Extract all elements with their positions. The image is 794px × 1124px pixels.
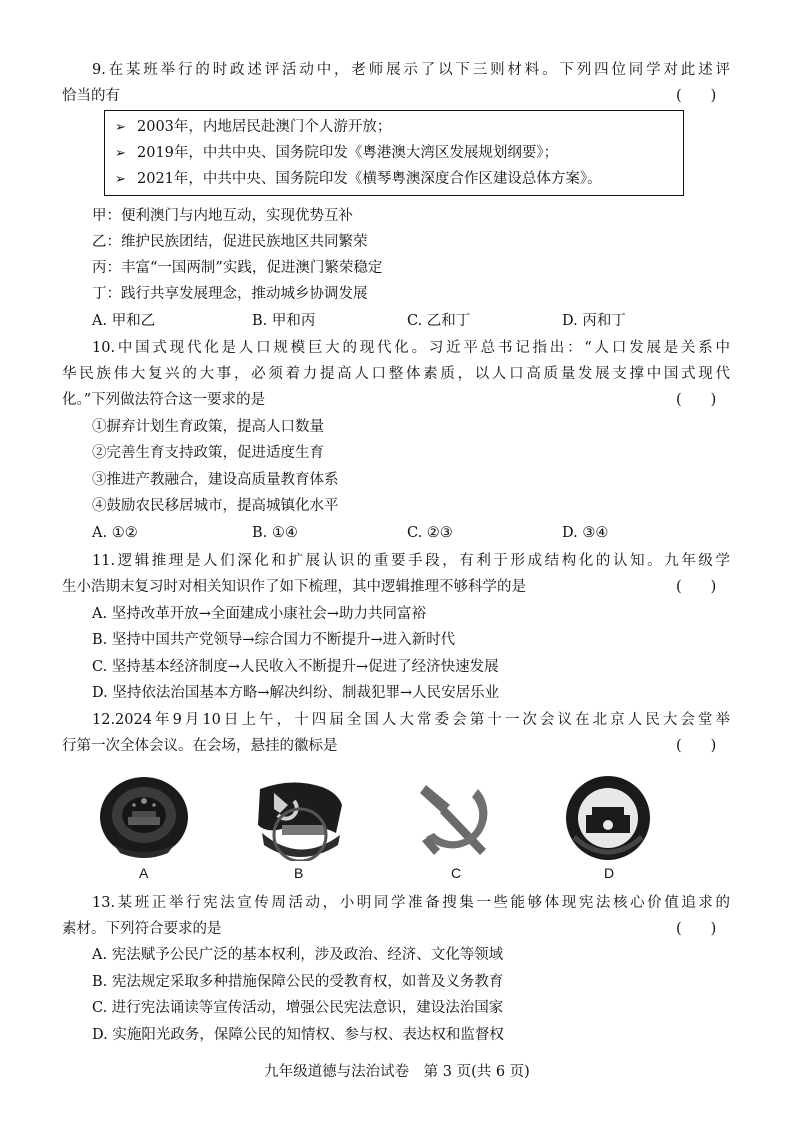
q9-stem-line2: 恰当的有 bbox=[62, 88, 120, 104]
option-c: C. 乙和丁 bbox=[407, 313, 471, 329]
q10-statement: ①摒弃计划生育政策，提高人口数量 bbox=[92, 419, 324, 435]
emblem-label-c: C bbox=[451, 865, 462, 881]
q9-statement: 丁：践行共享发展理念，推动城乡协调发展 bbox=[92, 286, 368, 302]
arrow-bullet-icon: ➢ bbox=[115, 172, 126, 187]
q11-option-b: B. 坚持中国共产党领导→综合国力不断提升→进入新时代 bbox=[92, 632, 456, 648]
party-flag-emblem-image bbox=[252, 775, 348, 861]
q13-option-c: C. 进行宪法诵读等宣传活动，增强公民宪法意识，建设法治国家 bbox=[92, 1000, 504, 1016]
q13-option-a: A. 宪法赋予公民广泛的基本权利，涉及政治、经济、文化等领域 bbox=[92, 947, 504, 963]
q9-options bbox=[92, 311, 626, 331]
q11-option-d: D. 坚持依法治国基本方略→解决纠纷、制裁犯罪→人民安居乐业 bbox=[92, 685, 500, 701]
q13-stem-line1: 13.某班正举行宪法宣传周活动，小明同学准备搜集一些能够体现宪法核心价值追求的 bbox=[92, 895, 730, 911]
q10-statement: ②完善生育支持政策，促进适度生育 bbox=[92, 445, 324, 461]
option-d: D. ③④ bbox=[562, 525, 609, 541]
option-d: D. 丙和丁 bbox=[562, 313, 626, 329]
material-item: ➢ 2003年，内地居民赴澳门个人游开放； bbox=[115, 117, 391, 138]
arrow-bullet-icon: ➢ bbox=[115, 120, 126, 135]
q10-options bbox=[92, 523, 608, 543]
q10-stem-line1: 10.中国式现代化是人口规模巨大的现代化。习近平总书记指出：“人口发展是关系中 bbox=[92, 340, 730, 356]
q10-stem-line2: 华民族伟大复兴的大事，必须着力提高人口整体素质，以人口高质量发展支撑中国式现代 bbox=[62, 366, 730, 382]
material-item: ➢ 2021年，中共中央、国务院印发《横琴粤澳深度合作区建设总体方案》。 bbox=[115, 169, 602, 190]
emblem-label-d: D bbox=[604, 865, 615, 881]
material-item: ➢ 2019年，中共中央、国务院印发《粤港澳大湾区发展规划纲要》； bbox=[115, 143, 558, 164]
q12-answer-paren: ( ) bbox=[676, 738, 717, 754]
q9-statement: 丙：丰富“一国两制”实践，促进澳门繁荣稳定 bbox=[92, 260, 383, 276]
option-b: B. 甲和丙 bbox=[252, 313, 316, 329]
q9-stem-line1: 9.在某班举行的时政述评活动中，老师展示了以下三则材料。下列四位同学对此述评 bbox=[92, 62, 730, 78]
q10-statement: ④鼓励农民移居城市，提高城镇化水平 bbox=[92, 498, 339, 514]
q10-answer-paren: ( ) bbox=[676, 392, 717, 408]
emblem-label-a: A bbox=[139, 865, 149, 881]
q11-answer-paren: ( ) bbox=[676, 579, 717, 595]
q11-option-a: A. 坚持改革开放→全面建成小康社会→助力共同富裕 bbox=[92, 606, 426, 622]
option-a: A. ①② bbox=[92, 525, 138, 541]
hammer-sickle-image bbox=[412, 775, 502, 861]
q11-stem-line1: 11.逻辑推理是人们深化和扩展认识的重要手段，有利于形成结构化的认知。九年级学 bbox=[92, 553, 730, 569]
q11-option-c: C. 坚持基本经济制度→人民收入不断提升→促进了经济快速发展 bbox=[92, 659, 499, 675]
q10-stem-line3: 化。”下列做法符合这一要求的是 bbox=[62, 392, 266, 408]
q10-statement: ③推进产教融合，建设高质量教育体系 bbox=[92, 472, 339, 488]
page-footer: 九年级道德与法治试卷 第 3 页(共 6 页) bbox=[264, 1064, 530, 1080]
option-b: B. ①④ bbox=[252, 525, 298, 541]
emblem-label-b: B bbox=[294, 865, 304, 881]
q12-stem-line2: 行第一次全体会议。在会场，悬挂的徽标是 bbox=[62, 738, 338, 754]
q13-option-b: B. 宪法规定采取多种措施保障公民的受教育权，如普及义务教育 bbox=[92, 974, 504, 990]
q9-statement: 乙：维护民族团结，促进民族地区共同繁荣 bbox=[92, 234, 368, 250]
option-a: A. 甲和乙 bbox=[92, 313, 156, 329]
npc-emblem-image bbox=[560, 775, 656, 861]
q12-stem-line1: 12.2024年9月10日上午，十四届全国人大常委会第十一次会议在北京人民大会堂举 bbox=[92, 712, 730, 728]
q11-stem-line2: 生小浩期末复习时对相关知识作了如下梳理，其中逻辑推理不够科学的是 bbox=[62, 579, 526, 595]
national-emblem-image bbox=[98, 775, 190, 859]
q9-answer-paren: ( ) bbox=[676, 88, 717, 104]
q13-option-d: D. 实施阳光政务，保障公民的知情权、参与权、表达权和监督权 bbox=[92, 1027, 504, 1043]
option-c: C. ②③ bbox=[407, 525, 453, 541]
q9-material-box bbox=[104, 110, 684, 196]
q13-stem-line2: 素材。下列符合要求的是 bbox=[62, 921, 222, 937]
q13-answer-paren: ( ) bbox=[676, 921, 717, 937]
q9-statement: 甲：便利澳门与内地互动，实现优势互补 bbox=[92, 208, 353, 224]
arrow-bullet-icon: ➢ bbox=[115, 146, 126, 161]
